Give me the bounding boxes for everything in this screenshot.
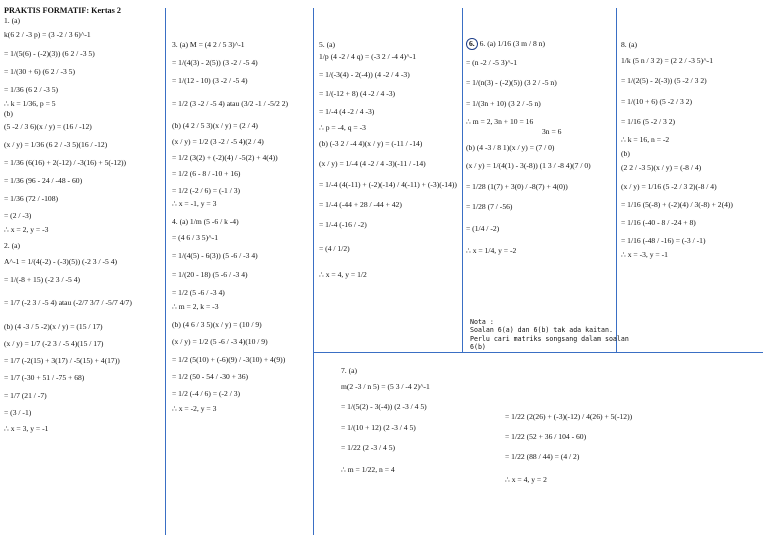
column-5 (621, 40, 764, 261)
working-line: m(2 -3 / n 5) = (5 3 / -4 2)^-1 (341, 382, 430, 392)
working-line: = 1/(4(3) - 2(5)) (3 -2 / -5 4) (172, 58, 258, 68)
working-line: = 1/28 (1(7) + 3(0) / -8(7) + 4(0)) (466, 181, 568, 191)
working-line: = 1/-4 (4 -2 / 4 -3) (319, 106, 375, 116)
column-2 (172, 40, 311, 414)
working-line: = (3 / -1) (4, 407, 32, 417)
working-line: ∴ x = 2, y = -3 (4, 224, 49, 234)
working-line: = 1/2 (5 -6 / -3 4) (172, 287, 225, 297)
working-line: (5 -2 / 3 6)(x / y) = (16 / -12) (4, 121, 92, 131)
working-line: ∴ x = -3, y = -1 (621, 250, 668, 260)
working-line: (b) (4 6 / 3 5)(x / y) = (10 / 9) (172, 320, 262, 330)
working-line: 4. (a) 1/m (5 -6 / k -4) (172, 217, 239, 227)
working-line: ∴ m = 2, 3n + 10 = 16 (466, 116, 534, 126)
working-line: = 1/2 (6 - 8 / -10 + 16) (172, 169, 241, 179)
working-line: = 1/(10 + 6) (5 -2 / 3 2) (621, 96, 692, 106)
working-line: = 1/2 (3(2) + (-2)(4) / -5(2) + 4(4)) (172, 153, 278, 163)
working-line: = 1/2 (5(10) + (-6)(9) / -3(10) + 4(9)) (172, 354, 286, 364)
working-line: = 1/7 (-2(15) + 3(17) / -5(15) + 4(17)) (4, 356, 120, 366)
working-line: = 1/7 (21 / -7) (4, 390, 47, 400)
working-line: = 1/(-8 + 15) (-2 3 / -5 4) (4, 275, 81, 285)
working-line: = 1/16 (-40 - 8 / -24 + 8) (621, 218, 696, 228)
working-line: ∴ x = -1, y = 3 (172, 198, 217, 208)
working-line: (b) (4 2 / 5 3)(x / y) = (2 / 4) (172, 120, 258, 130)
working-line: = 1/(4(5) - 6(3)) (5 -6 / -3 4) (172, 251, 258, 261)
working-line: 1. (a) (4, 16, 21, 26)
note-line: Perlu cari matriks songsang dalam soalan (470, 334, 629, 343)
working-line: (x / y) = 1/36 (6 2 / -3 5)(16 / -12) (4, 139, 108, 149)
working-line: = (1/4 / -2) (466, 224, 500, 234)
working-line: = 1/16 (5(-8) + (-2)(4) / 3(-8) + 2(4)) (621, 199, 733, 209)
working-line: ∴ x = -2, y = 3 (172, 404, 217, 414)
column-divider-2 (313, 8, 314, 535)
working-line: ∴ x = 1/4, y = -2 (466, 246, 517, 256)
working-line: (b) (4 -3 / 8 1)(x / y) = (7 / 0) (466, 143, 555, 153)
working-line: = 1/7 (-2 3 / -5 4) atau (-2/7 3/7 / -5/7 4/7) (4, 297, 132, 307)
working-line: ∴ p = -4, q = -3 (319, 123, 366, 133)
working-line: ∴ m = 1/22, n = 4 (341, 465, 395, 475)
working-line: (b) (4, 109, 13, 119)
working-line: (b) (-3 2 / -4 4)(x / y) = (-11 / -14) (319, 139, 423, 149)
working-line: 6. (a) 1/16 (3 m / 8 n) (479, 39, 545, 48)
column-divider-4 (616, 8, 617, 353)
working-line: = 1/(-3(4) - 2(-4)) (4 -2 / 4 -3) (319, 70, 410, 80)
working-line: = 1/-4 (-44 + 28 / -44 + 42) (319, 199, 402, 209)
working-line: A^-1 = 1/(4(-2) - (-3)(5)) (-2 3 / -5 4) (4, 257, 118, 267)
working-line: = 1/(-12 + 8) (4 -2 / 4 -3) (319, 88, 396, 98)
working-line: = 1/28 (7 / -56) (466, 201, 513, 211)
working-line: (x / y) = 1/(4(1) - 3(-8)) (1 3 / -8 4)(7 / 0) (466, 161, 591, 171)
section-divider (313, 352, 763, 353)
note-line: Nota : (470, 318, 494, 326)
working-line: = 1/(30 + 6) (6 2 / -3 5) (4, 66, 75, 76)
working-line: = (4 / 1/2) (319, 244, 350, 254)
column-divider-1 (165, 8, 166, 535)
working-line: 8. (a) (621, 40, 638, 49)
note-box (470, 318, 640, 352)
working-line: = 1/36 (6 2 / -3 5) (4, 85, 59, 95)
working-line: = 1/7 (-30 + 51 / -75 + 68) (4, 373, 85, 383)
working-line: = 1/-4 (4(-11) + (-2)(-14) / 4(-11) + (-3)(-14)) (319, 179, 457, 189)
working-line: (x / y) = 1/2 (5 -6 / -3 4)(10 / 9) (172, 337, 268, 347)
working-line: = (2 / -3) (4, 210, 32, 220)
working-line: (x / y) = 1/-4 (4 -2 / 4 -3)(-11 / -14) (319, 159, 426, 169)
working-line: ∴ x = 3, y = -1 (4, 424, 49, 434)
working-line: 5. (a) (319, 40, 336, 49)
column-7 (505, 412, 763, 485)
working-line: ∴ m = 2, k = -3 (172, 302, 219, 312)
column-divider-3 (462, 8, 463, 353)
column-3 (319, 40, 460, 281)
working-line: = 1/22 (52 + 36 / 104 - 60) (505, 432, 587, 442)
working-line: = 1/36 (6(16) + 2(-12) / -3(16) + 5(-12)) (4, 158, 127, 168)
working-line: = 1/22 (2(26) + (-3)(-12) / 4(26) + 5(-12)) (505, 412, 633, 421)
working-line: = 1/-4 (-16 / -2) (319, 220, 367, 230)
working-line: = (4 6 / 3 5)^-1 (172, 233, 219, 243)
working-line: k(6 2 / -3 p) = (3 -2 / 3 6)^-1 (4, 30, 91, 40)
working-line: 3. (a) M = (4 2 / 5 3)^-1 (172, 40, 245, 49)
working-line: = 1/36 (72 / -108) (4, 194, 59, 204)
column-6 (341, 366, 497, 475)
page-title: PRAKTIS FORMATIF: Kertas 2 (4, 6, 121, 15)
column-1 (4, 6, 162, 434)
working-line: (x / y) = 1/2 (3 -2 / -5 4)(2 / 4) (172, 137, 264, 147)
note-line: Soalan 6(a) dan 6(b) tak ada kaitan. (470, 326, 613, 335)
working-line: = 1/16 (-48 / -16) = (-3 / -1) (621, 236, 706, 246)
working-line: 2. (a) (4, 241, 21, 251)
working-line: = 1/(10 + 12) (2 -3 / 4 5) (341, 422, 416, 432)
working-line: = 1/2 (3 -2 / -5 4) atau (3/2 -1 / -5/2 2) (172, 98, 289, 108)
question-6-circle: 6. (466, 38, 478, 50)
working-line: 7. (a) (341, 366, 358, 375)
working-line: ∴ k = 1/36, p = 5 (4, 99, 56, 109)
working-line: = 1/2 (50 - 54 / -30 + 36) (172, 371, 249, 381)
working-line (466, 38, 614, 50)
working-line: (x / y) = 1/7 (-2 3 / -5 4)(15 / 17) (4, 339, 104, 349)
working-line: (b) (621, 149, 630, 159)
working-line: = 1/36 (96 - 24 / -48 - 60) (4, 176, 83, 186)
working-line: = 1/22 (88 / 44) = (4 / 2) (505, 452, 580, 462)
working-line: 3n = 6 (542, 127, 562, 137)
working-line: 1/k (5 n / 3 2) = (2 2 / -3 5)^-1 (621, 56, 713, 66)
working-line: = 1/(2(5) - 2(-3)) (5 -2 / 3 2) (621, 76, 707, 86)
working-line: = 1/(5(6) - (-2)(3)) (6 2 / -3 5) (4, 48, 95, 58)
working-line: = 1/2 (-2 / 6) = (-1 / 3) (172, 185, 241, 195)
working-line: = 1/(5(2) - 3(-4)) (2 -3 / 4 5) (341, 402, 427, 412)
working-line: 1/p (4 -2 / 4 q) = (-3 2 / -4 4)^-1 (319, 52, 417, 62)
working-line: = 1/(3n + 10) (3 2 / -5 n) (466, 98, 541, 108)
working-line: ∴ x = 4, y = 1/2 (319, 270, 367, 280)
working-line: = 1/22 (2 -3 / 4 5) (341, 442, 396, 452)
working-line: (b) (4 -3 / 5 -2)(x / y) = (15 / 17) (4, 321, 103, 331)
working-line: = 1/(n(3) - (-2)(5)) (3 2 / -5 n) (466, 78, 557, 88)
working-line: = 1/16 (5 -2 / 3 2) (621, 116, 676, 126)
working-line: ∴ x = 4, y = 2 (505, 474, 547, 484)
working-line: = 1/(12 - 10) (3 -2 / -5 4) (172, 76, 248, 86)
working-line: = 1/(20 - 18) (5 -6 / -3 4) (172, 269, 248, 279)
column-4 (466, 38, 614, 256)
note-line: 6(b) (470, 343, 486, 352)
working-line: (2 2 / -3 5)(x / y) = (-8 / 4) (621, 163, 702, 173)
working-line: ∴ k = 16, n = -2 (621, 135, 670, 145)
working-line: = (n -2 / -5 3)^-1 (466, 58, 518, 68)
working-line: = 1/2 (-4 / 6) = (-2 / 3) (172, 389, 241, 399)
working-line: (x / y) = 1/16 (5 -2 / 3 2)(-8 / 4) (621, 181, 717, 191)
